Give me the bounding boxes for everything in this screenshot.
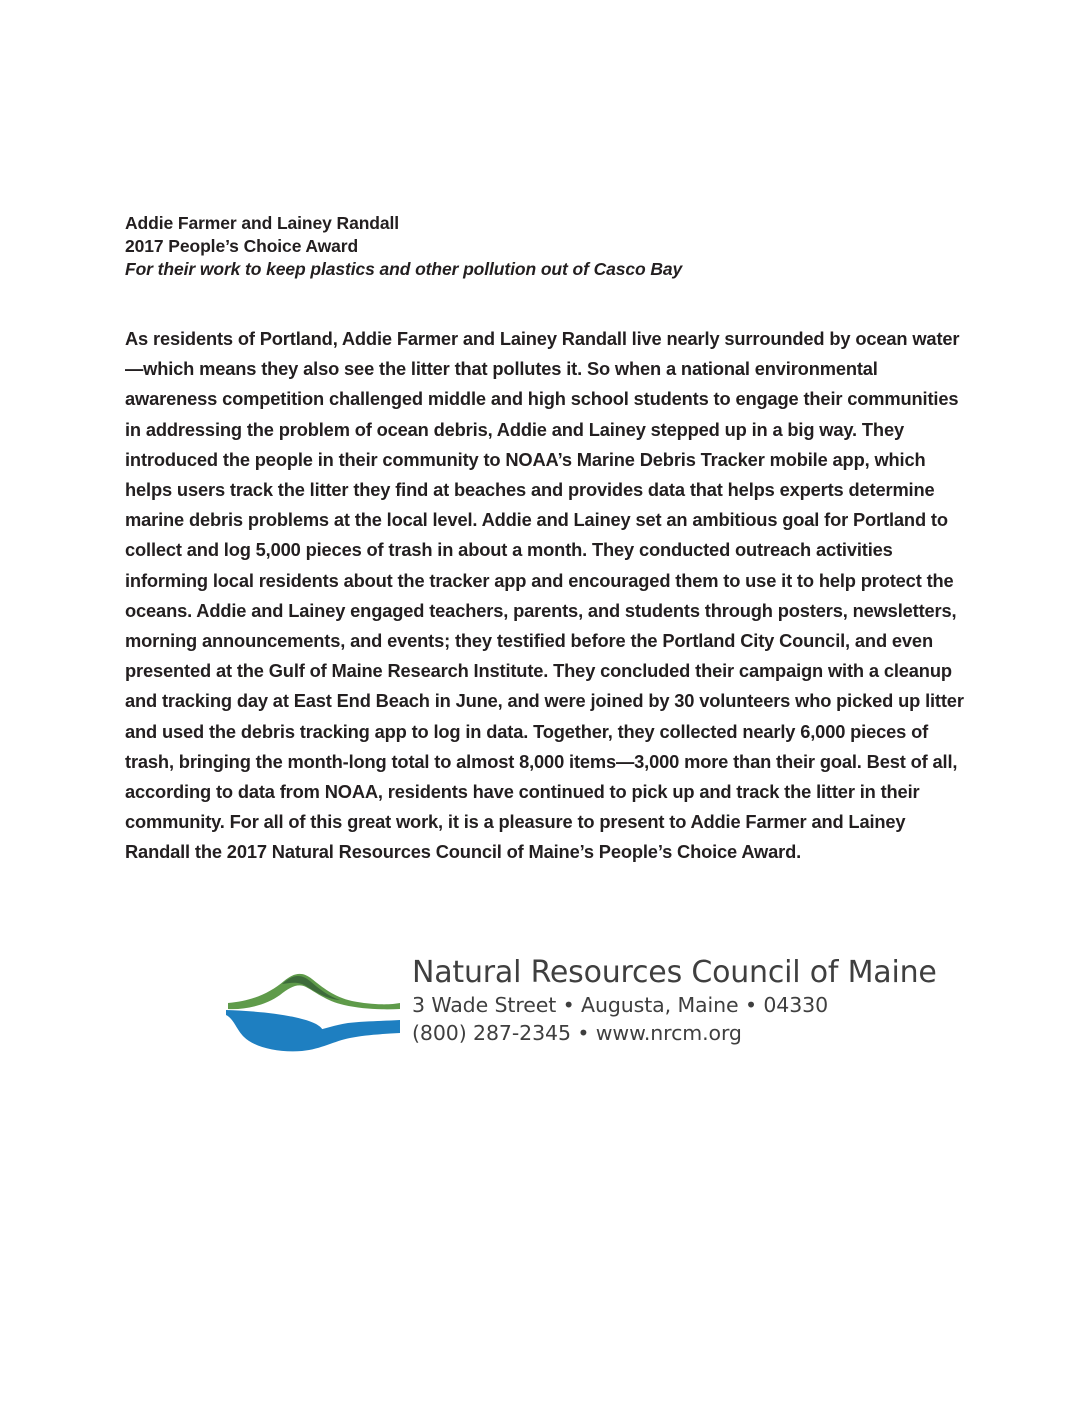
organization-name: Natural Resources Council of Maine [412, 955, 937, 990]
recipient-names: Addie Farmer and Lainey Randall [125, 213, 400, 233]
organization-contact: (800) 287-2345 • www.nrcm.org [412, 1021, 742, 1045]
award-subtitle: For their work to keep plastics and other pollution out of Casco Bay [125, 259, 683, 279]
award-header [125, 212, 970, 281]
organization-address: 3 Wade Street • Augusta, Maine • 04330 [412, 993, 829, 1017]
award-citation-body: As residents of Portland, Addie Farmer and Lainey Randall live nearly surrounded by ocean water—which means they also see the litter that pollutes it. So when a national environmental awareness competition challenged middle and high school students to engage their communities in addressing the problem of ocean debris, Addie and Lainey stepped up in a big way. They introduced the people in their community to NOAA’s Marine Debris Tracker mobile app, which helps users track the litter they find at beaches and provides data that helps experts determine marine debris problems at the local level. Addie and Lainey set an ambitious goal for Portland to collect and log 5,000 pieces of trash in about a month. They conducted outreach activities informing local residents about the tracker app and encouraged them to use it to help protect the oceans. Addie and Lainey engaged teachers, parents, and students through posters, newsletters, morning announcements, and events; they testified before the Portland City Council, and even presented at the Gulf of Maine Research Institute. They concluded their campaign with a cleanup and tracking day at East End Beach in June, and were joined by 30 volunteers who picked up litter and used the debris tracking app to log in data. Together, they collected nearly 6,000 pieces of trash, bringing the month-long total to almost 8,000 items—3,000 more than their goal. Best of all, according to data from NOAA, residents have continued to pick up and track the litter in their community. For all of this great work, it is a pleasure to present to Addie Farmer and Lainey Randall the 2017 Natural Resources Council of Maine’s People’s Choice Award. [125, 328, 964, 863]
mountain-river-icon [222, 963, 402, 1053]
award-title: 2017 People’s Choice Award [125, 236, 359, 256]
logo-text-block [412, 955, 937, 1047]
document-content [125, 212, 970, 886]
nrcm-logo [222, 955, 937, 1070]
